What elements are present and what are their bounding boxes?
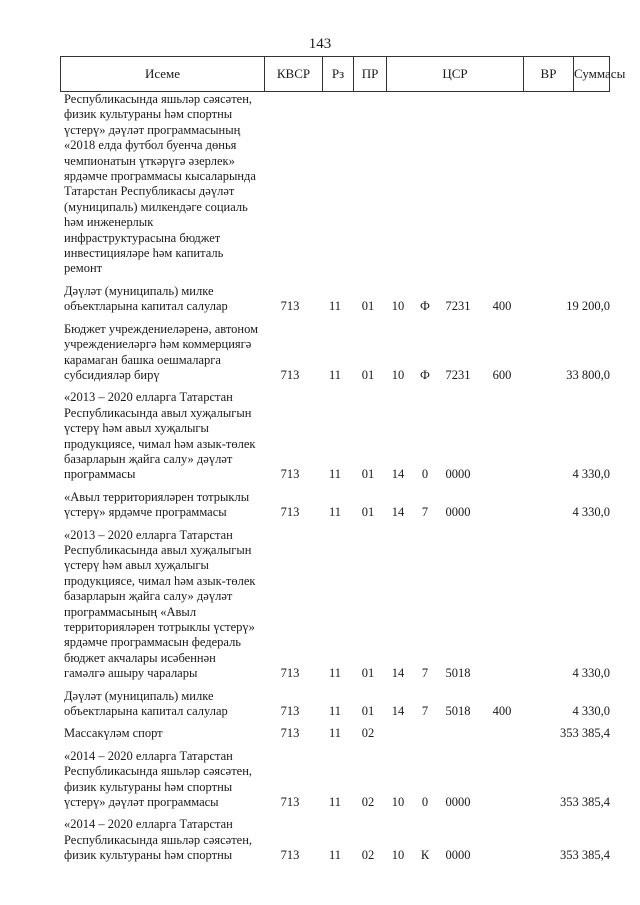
cell-rz: 11 (328, 505, 342, 520)
row-name-line: үстерү һәм авыл хуҗалыгы (64, 421, 209, 436)
cell-c3: 0000 (445, 848, 471, 863)
row-name-line: объектларына капитал салулар (64, 704, 228, 719)
row-name-line: физик культураны һәм спортны (64, 107, 233, 122)
cell-c2: 0 (421, 795, 429, 810)
row-name-line: (муниципаль) милкендәге социаль (64, 199, 248, 214)
row-name-line: Республикасында авыл хуҗалыгын (64, 405, 252, 420)
cell-rz: 11 (328, 666, 342, 681)
row-name-line: «Авыл территорияләрен тотрыклы (64, 489, 250, 504)
row-name-line: физик культураны һәм спортны (64, 848, 233, 863)
row-name-line: базарларын җайга салу» дәүләт (64, 589, 233, 604)
row-name-line: программасының «Авыл (64, 604, 197, 619)
row-name-line: Республикасында яшьләр сәясәтен, (64, 832, 253, 847)
row-name-line: программасы (64, 467, 136, 482)
cell-rz: 11 (328, 848, 342, 863)
cell-rz: 11 (328, 299, 342, 314)
row-name-line: физик культураны һәм спортны (64, 779, 233, 794)
row-name-line: Дәүләт (муниципаль) милке (64, 688, 214, 703)
row-name-line: «2014 – 2020 елларга Татарстан (64, 817, 233, 832)
cell-rz: 11 (328, 467, 342, 482)
row-name (64, 490, 260, 521)
table-row (60, 749, 610, 811)
table-row (60, 284, 610, 315)
cell-pr: 02 (361, 726, 375, 741)
cell-kvsr: 713 (280, 666, 300, 681)
header-vr: ВР (524, 57, 574, 91)
row-name-line: үстерү» ярдәмче программасы (64, 505, 227, 520)
row-name-line: үстерү» дәүләт программасының (64, 122, 241, 137)
cell-c1: 14 (391, 704, 405, 719)
cell-kvsr: 713 (280, 505, 300, 520)
cell-c1: 14 (391, 467, 405, 482)
row-name (64, 322, 260, 384)
cell-c2: 7 (421, 505, 429, 520)
table-row (60, 322, 610, 384)
cell-sum: 353 385,4 (560, 726, 610, 741)
row-name (64, 749, 260, 811)
cell-pr: 01 (361, 505, 375, 520)
cell-vr: 400 (492, 299, 512, 314)
cell-sum: 33 800,0 (566, 367, 610, 382)
header-sum: Суммасы (574, 66, 626, 81)
row-name-line: продукциясе, чимал һәм азык-төлек (64, 573, 256, 588)
cell-c2: К (420, 848, 430, 863)
cell-c2: 7 (421, 666, 429, 681)
cell-rz: 11 (328, 795, 342, 810)
row-name-line: Республикасында яшьләр сәясәтен, (64, 764, 253, 779)
row-name-line: базарларын җайга салу» дәүләт (64, 451, 233, 466)
cell-sum: 4 330,0 (572, 505, 610, 520)
cell-c1: 10 (391, 848, 405, 863)
cell-c2: Ф (420, 299, 430, 314)
table-row (60, 390, 610, 482)
table-header (60, 56, 626, 92)
row-name-line: инвестицияләре һәм капиталь (64, 246, 224, 261)
row-name (64, 689, 260, 720)
row-name-line: инфраструктурасына бюджет (64, 230, 221, 245)
row-name-line: субсидияләр бирү (64, 367, 160, 382)
cell-sum: 353 385,4 (560, 848, 610, 863)
cell-sum: 4 330,0 (572, 704, 610, 719)
row-name-line: Татарстан Республикасы дәүләт (64, 184, 235, 199)
cell-c3: 5018 (445, 666, 471, 681)
cell-kvsr: 713 (280, 795, 300, 810)
cell-vr: 400 (492, 704, 512, 719)
row-name (64, 726, 260, 741)
cell-c1: 10 (391, 299, 405, 314)
cell-pr: 02 (361, 795, 375, 810)
cell-pr: 01 (361, 704, 375, 719)
row-name-line: Массакүләм спорт (64, 726, 163, 741)
cell-c3: 7231 (445, 299, 471, 314)
row-name (64, 390, 260, 482)
table-row (60, 92, 610, 277)
row-name-line: бюджет акчалары исәбеннән (64, 650, 216, 665)
table-row (60, 689, 610, 720)
cell-c3: 7231 (445, 367, 471, 382)
cell-c2: 0 (421, 467, 429, 482)
row-name-line: объектларына капитал салулар (64, 299, 228, 314)
row-name-line: «2014 – 2020 елларга Татарстан (64, 748, 233, 763)
row-name-line: ярдәмче программасын федераль (64, 635, 242, 650)
row-name-line: Республикасында яшьләр сәясәтен, (64, 92, 253, 106)
row-name-line: «2013 – 2020 елларга Татарстан (64, 390, 233, 405)
cell-c3: 0000 (445, 795, 471, 810)
row-name (64, 284, 260, 315)
cell-pr: 01 (361, 666, 375, 681)
cell-kvsr: 713 (280, 848, 300, 863)
cell-rz: 11 (328, 704, 342, 719)
cell-vr: 600 (492, 367, 512, 382)
row-name-line: үстерү һәм авыл хуҗалыгы (64, 558, 209, 573)
header-csr: ЦСР (387, 57, 524, 91)
cell-kvsr: 713 (280, 367, 300, 382)
table-row (60, 817, 610, 863)
cell-pr: 01 (361, 299, 375, 314)
cell-pr: 01 (361, 467, 375, 482)
row-name-line: чемпионатын үткәрүгә әзерлек» (64, 153, 235, 168)
page-number: 143 (308, 36, 332, 52)
row-name-line: «2018 елда футбол буенча дөнья (64, 138, 237, 153)
header-rz: Рз (323, 57, 354, 91)
cell-kvsr: 713 (280, 467, 300, 482)
cell-c2: 7 (421, 704, 429, 719)
row-name (64, 92, 260, 277)
row-name-line: Республикасында авыл хуҗалыгын (64, 542, 252, 557)
row-name-line: учреждениеләргә һәм коммерциягә (64, 337, 252, 352)
cell-c3: 0000 (445, 467, 471, 482)
table-row (60, 726, 610, 741)
row-name-line: ремонт (64, 261, 103, 276)
row-name-line: гамәлгә ашыру чаралары (64, 666, 198, 681)
cell-c1: 10 (391, 367, 405, 382)
row-name-line: һәм инженерлык (64, 215, 154, 230)
table-row (60, 490, 610, 521)
cell-sum: 19 200,0 (566, 299, 610, 314)
cell-c1: 10 (391, 795, 405, 810)
row-name-line: үстерү» дәүләт программасы (64, 795, 219, 810)
cell-sum: 4 330,0 (572, 467, 610, 482)
cell-sum: 4 330,0 (572, 666, 610, 681)
row-name-line: продукциясе, чимал һәм азык-төлек (64, 436, 256, 451)
row-name-line: «2013 – 2020 елларга Татарстан (64, 527, 233, 542)
header-pr: ПР (354, 57, 387, 91)
cell-c3: 5018 (445, 704, 471, 719)
table-row (60, 528, 610, 682)
cell-c1: 14 (391, 505, 405, 520)
cell-c2: Ф (420, 367, 430, 382)
row-name-line: карамаган башка оешмаларга (64, 352, 221, 367)
cell-sum: 353 385,4 (560, 795, 610, 810)
cell-kvsr: 713 (280, 299, 300, 314)
cell-kvsr: 713 (280, 726, 300, 741)
cell-rz: 11 (328, 726, 342, 741)
cell-c3: 0000 (445, 505, 471, 520)
cell-kvsr: 713 (280, 704, 300, 719)
header-kvsr: КВСР (265, 57, 323, 91)
table-body (60, 92, 610, 871)
cell-rz: 11 (328, 367, 342, 382)
row-name-line: ярдәмче программасы кысаларында (64, 169, 256, 184)
cell-pr: 01 (361, 367, 375, 382)
cell-c1: 14 (391, 666, 405, 681)
cell-pr: 02 (361, 848, 375, 863)
row-name (64, 817, 260, 863)
row-name-line: Бюджет учреждениеләренә, автоном (64, 321, 259, 336)
header-name: Исеме (61, 57, 265, 91)
row-name-line: территорияләрен тотрыклы үстерү» (64, 620, 255, 634)
row-name-line: Дәүләт (муниципаль) милке (64, 283, 214, 298)
row-name (64, 528, 260, 682)
